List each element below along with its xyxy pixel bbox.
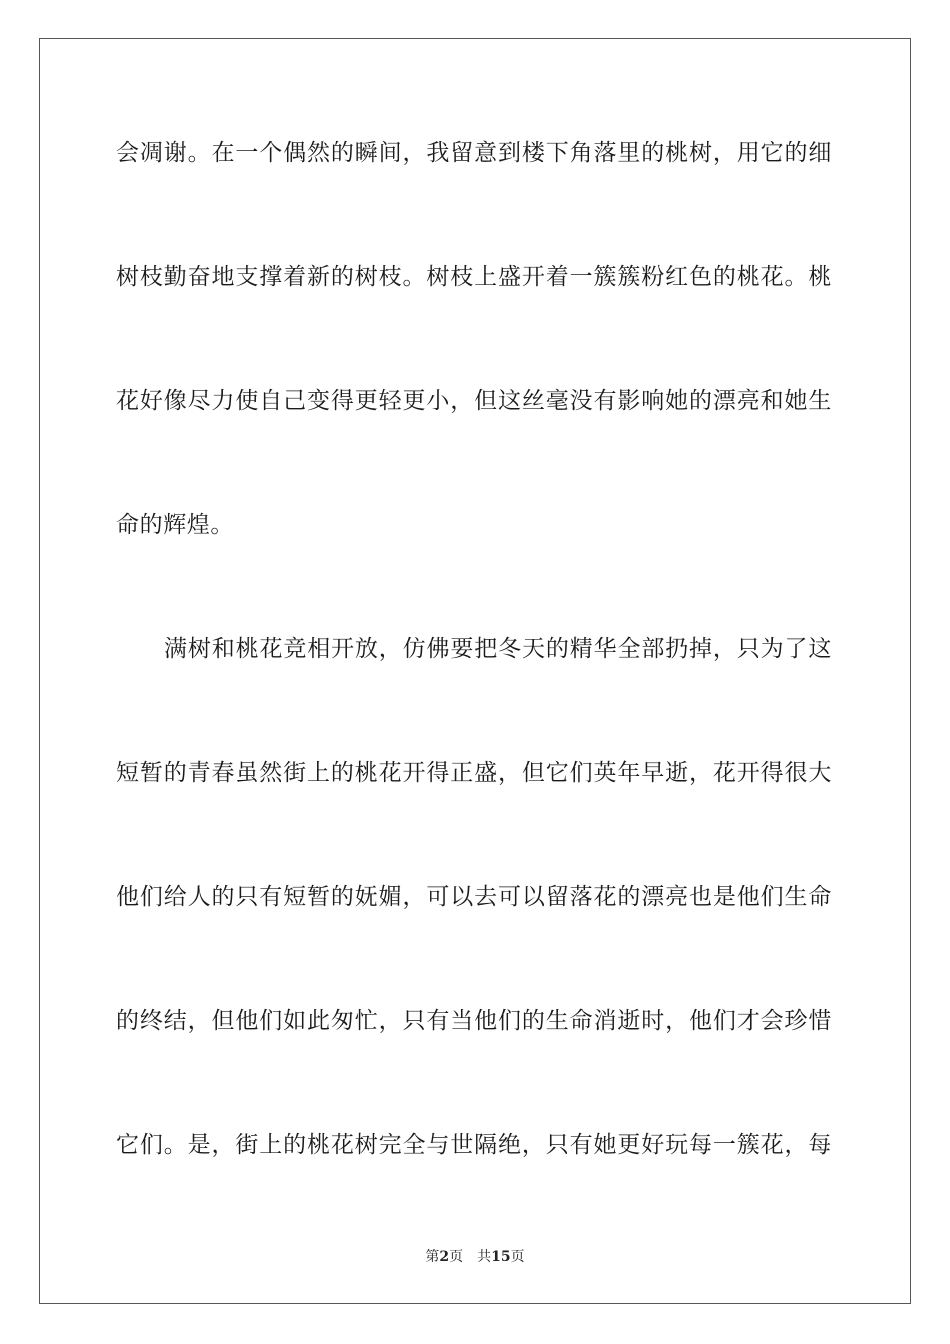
paragraph-line: 的终结，但他们如此匆忙，只有当他们的生命消逝时，他们才会珍惜 (116, 1008, 832, 1034)
paragraph-line: 命的辉煌。 (116, 512, 234, 538)
paragraph-line: 树枝勤奋地支撑着新的树枝。树枝上盛开着一簇簇粉红色的桃花。桃 (116, 264, 832, 290)
paragraph-line: 它们。是，街上的桃花树完全与世隔绝，只有她更好玩每一簇花，每 (116, 1132, 832, 1158)
paragraph-line: 满树和桃花竞相开放，仿佛要把冬天的精华全部扔掉，只为了这 (164, 636, 832, 662)
page-prefix: 第 (425, 1249, 440, 1265)
paragraph-line: 花好像尽力使自己变得更轻更小，但这丝毫没有影响她的漂亮和她生 (116, 388, 832, 414)
total-prefix: 共 (477, 1249, 492, 1265)
page-total: 15 (491, 1249, 511, 1265)
page-footer (0, 1248, 950, 1266)
page-border (39, 38, 911, 1304)
page-current: 2 (439, 1249, 450, 1265)
paragraph-line: 会凋谢。在一个偶然的瞬间，我留意到楼下角落里的桃树，用它的细 (116, 140, 832, 166)
total-unit: 页 (510, 1249, 525, 1265)
page-unit: 页 (449, 1249, 464, 1265)
paragraph-line: 他们给人的只有短暂的妩媚，可以去可以留落花的漂亮也是他们生命 (116, 884, 832, 910)
paragraph-line: 短暂的青春虽然街上的桃花开得正盛，但它们英年早逝，花开得很大 (116, 760, 832, 786)
